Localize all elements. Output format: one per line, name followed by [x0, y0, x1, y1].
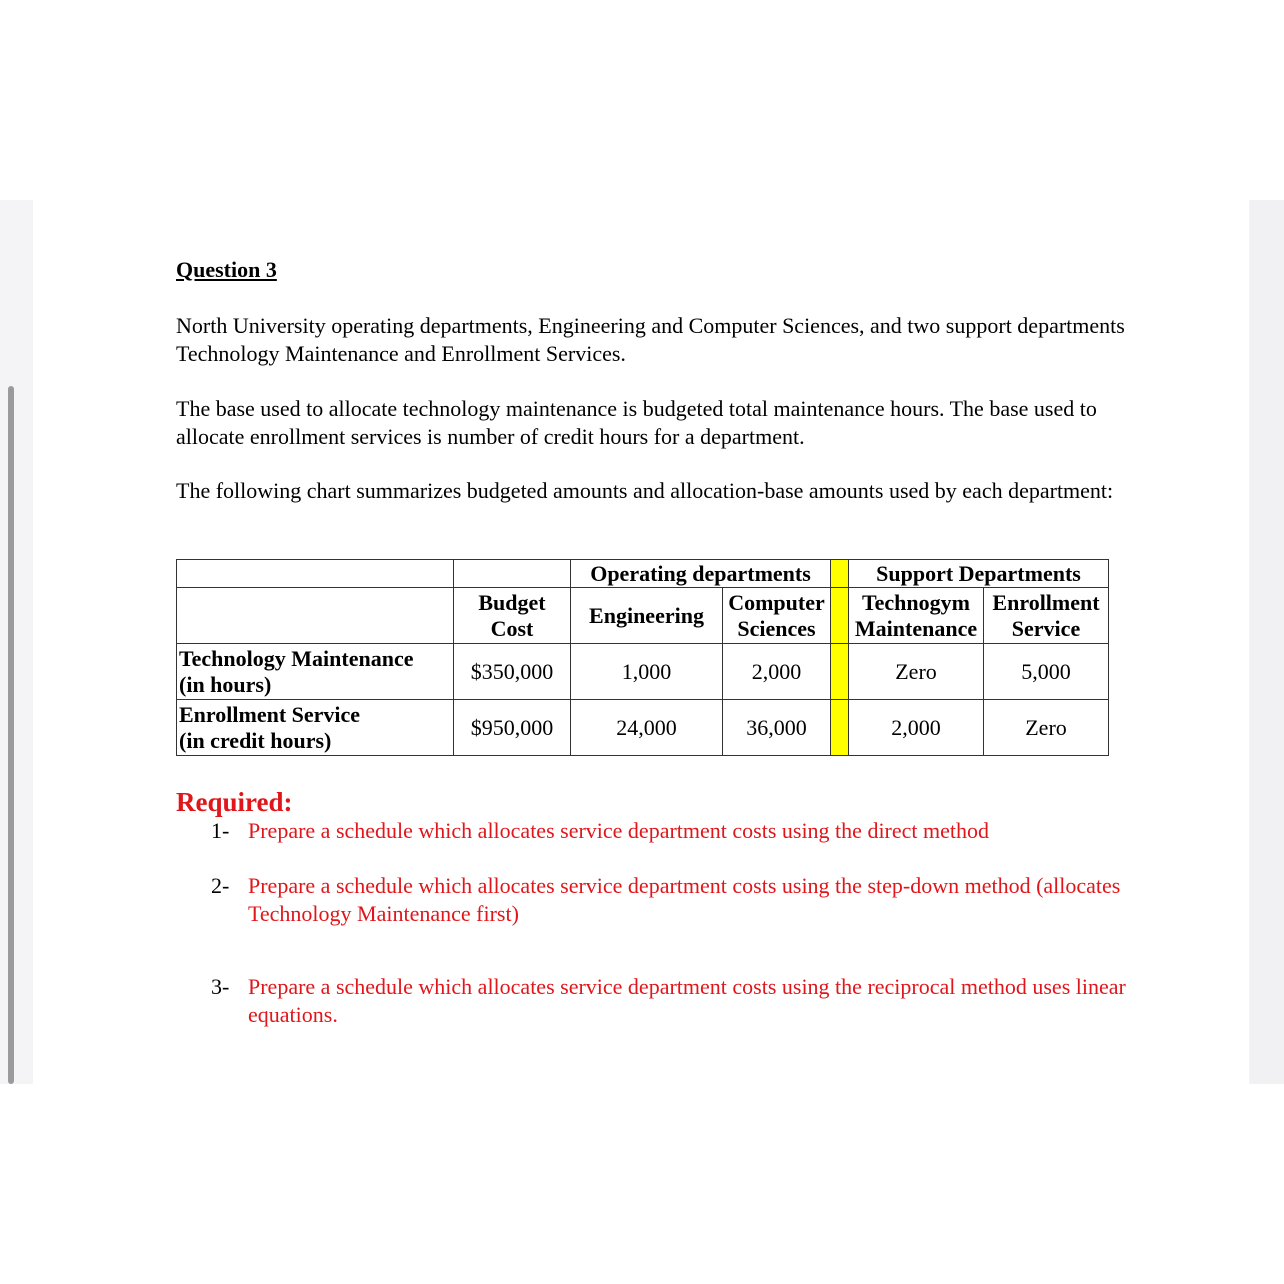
highlight-divider — [831, 700, 849, 756]
enrollment-service-cell: Zero — [984, 700, 1109, 756]
tech-maintenance-cell: 2,000 — [849, 700, 984, 756]
item-number: 2- — [211, 873, 230, 898]
operating-departments-header: Operating departments — [571, 560, 831, 588]
computer-sciences-header — [723, 588, 831, 644]
highlight-divider — [831, 560, 849, 588]
computer-sciences-cell: 36,000 — [723, 700, 831, 756]
budget-allocation-table — [176, 559, 1109, 756]
tech-maintenance-header — [849, 588, 984, 644]
header-line: Computer — [728, 589, 825, 615]
header-line: Service — [1011, 615, 1081, 641]
item-number: 3- — [211, 974, 230, 999]
engineering-cell: 24,000 — [571, 700, 723, 756]
chart-intro-paragraph: The following chart summarizes budgeted amounts and allocation-base amounts used by each department: — [176, 478, 1114, 503]
empty-header-cell — [177, 560, 454, 588]
engineering-header: Engineering — [571, 588, 723, 644]
enrollment-service-header — [984, 588, 1109, 644]
enrollment-service-cell: 5,000 — [984, 644, 1109, 700]
right-gutter — [1250, 200, 1284, 1084]
row-label — [177, 700, 454, 756]
label-line: Technology Maintenance — [179, 645, 414, 671]
empty-header-cell — [454, 560, 571, 588]
header-line: Budget — [478, 589, 546, 615]
budget-cell: $350,000 — [454, 644, 571, 700]
item-text: Prepare a schedule which allocates service department costs using the direct method — [248, 818, 990, 843]
table-row — [177, 700, 1109, 756]
label-line: (in credit hours) — [179, 727, 332, 753]
highlight-divider — [831, 644, 849, 700]
item-text: Prepare a schedule which allocates service department costs using the step-down method (allocates Technology Maintenance first) — [248, 873, 1121, 926]
computer-sciences-cell: 2,000 — [723, 644, 831, 700]
tech-maintenance-cell: Zero — [849, 644, 984, 700]
empty-header-cell — [177, 588, 454, 644]
required-heading: Required: — [176, 787, 293, 817]
table-group-header-row — [177, 560, 1109, 588]
header-line: Maintenance — [854, 615, 978, 641]
budget-cell: $950,000 — [454, 700, 571, 756]
table-column-header-row — [177, 588, 1109, 644]
item-number: 1- — [211, 818, 230, 843]
highlight-divider — [831, 588, 849, 644]
question-title: Question 3 — [176, 257, 277, 282]
support-departments-header: Support Departments — [849, 560, 1109, 588]
allocation-base-paragraph: The base used to allocate technology maintenance is budgeted total maintenance hours. The base used to allocate enrollment services is number of credit hours for a department. — [176, 396, 1097, 449]
header-line: Sciences — [737, 615, 816, 641]
label-line: Enrollment Service — [179, 701, 361, 727]
intro-paragraph: North University operating departments, Engineering and Computer Sciences, and two support departments Technology Maintenance and Enrollment Services. — [176, 313, 1125, 366]
engineering-cell: 1,000 — [571, 644, 723, 700]
row-label — [177, 644, 454, 700]
header-line: Technogym — [862, 589, 970, 615]
label-line: (in hours) — [179, 671, 272, 697]
header-line: Cost — [490, 615, 534, 641]
table-row — [177, 644, 1109, 700]
vertical-scrollbar[interactable] — [8, 386, 14, 1084]
budget-cost-header — [454, 588, 571, 644]
header-line: Enrollment — [992, 589, 1100, 615]
item-text: Prepare a schedule which allocates service department costs using the reciprocal method uses linear equations. — [248, 974, 1126, 1027]
